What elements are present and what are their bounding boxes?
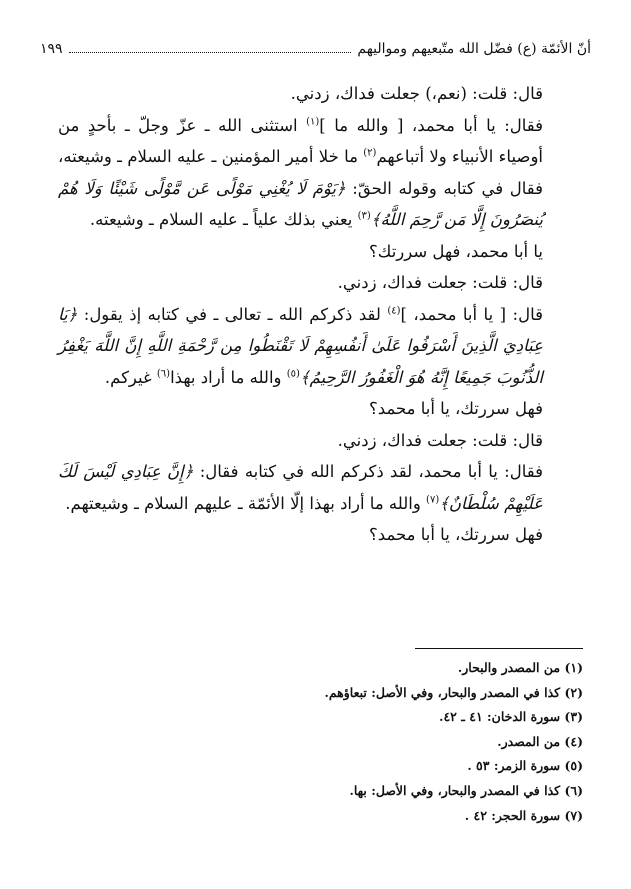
footnote: (٦) كذا في المصدر والبحار، وفي الأصل: بها.: [349, 782, 583, 798]
footnote-ref: (٧): [426, 494, 440, 505]
footnote-ref: (٦): [156, 368, 171, 379]
quran-quote: ﴿إِنَّ عِبَادِي لَيْسَ لَكَ عَلَيْهِمْ سُلْطَانٌ﴾: [58, 462, 543, 513]
footnote-ref: (٤): [387, 305, 401, 316]
paragraph: [58, 78, 583, 110]
paragraph: [58, 236, 583, 268]
paragraph-text: يا أبا محمد، فهل سررتك؟: [369, 241, 543, 261]
paragraph: [58, 425, 583, 457]
footnote: (٤) من المصدر.: [497, 733, 583, 749]
footnote-ref: (٢): [363, 147, 377, 159]
paragraph-text: قال: [ يا أبا محمد، ]: [400, 304, 543, 324]
footnote: (٢) كذا في المصدر والبحار، وفي الأصل: تبعاؤهم.: [324, 684, 583, 700]
paragraph-text: فهل سررتك، يا أبا محمد؟: [369, 399, 543, 418]
paragraph-text: قال: قلت: (نعم،) جعلت فداك، زدني.: [290, 84, 543, 103]
paragraph-text: قال: قلت: جعلت فداك، زدني.: [337, 273, 543, 292]
paragraph-text: يعني بذلك علياً ـ عليه السلام ـ وشيعته.: [89, 210, 358, 229]
paragraph-text: فقال: يا أبا محمد، لقد ذكركم الله في كتابه فقال:: [193, 462, 543, 481]
paragraph-text: فهل سررتك، يا أبا محمد؟: [369, 525, 543, 544]
quran-quote: ﴿يَوْمَ لَا يُغْنِي مَوْلًى عَن مَّوْلًى شَيْئًا وَلَا هُمْ يُنصَرُونَ إِلَّا مَن رَّحِمَ اللَّهُ﴾: [58, 178, 543, 229]
paragraph: [58, 393, 583, 425]
paragraph: [58, 299, 583, 394]
footnote: (٣) سورة الدخان: ٤١ ـ ٤٢.: [439, 709, 583, 725]
running-header: [40, 40, 591, 58]
paragraph-text: غيركم.: [104, 367, 157, 387]
paragraph-text: ما خلا أمير المؤمنين ـ عليه السلام ـ وشيعته، فقال في كتابه وقوله الحقّ:: [58, 147, 544, 198]
footnote: (٥) سورة الزمر: ٥٣ .: [467, 758, 583, 774]
paragraph: [58, 267, 583, 299]
header-dot-leader: [69, 52, 352, 53]
footnote: (٧) سورة الحجر: ٤٢ .: [464, 807, 583, 823]
footnote: (١) من المصدر والبحار.: [457, 660, 583, 675]
paragraph-text: والله ما أراد بهذا: [170, 367, 287, 387]
paragraph: [58, 456, 583, 519]
paragraph-text: قال: قلت: جعلت فداك، زدني.: [337, 430, 543, 450]
quran-quote: ﴿يَا عِبَادِيَ الَّذِينَ أَسْرَفُوا عَلَىٰ أَنفُسِهِمْ لَا تَقْنَطُوا مِن رَّحْمَةِ اللَّهِ إِنَّ اللَّهَ يَغْفِرُ الذُّنُوبَ جَمِيعًا إِنَّهُ هُوَ الْغَفُورُ الرَّحِيمُ﴾: [58, 304, 543, 387]
paragraph-text: لقد ذكركم الله ـ تعالى ـ في كتابه إذ يقول:: [77, 304, 388, 324]
paragraph-text: والله ما أراد بهذا إلّا الأئمّة ـ عليهم السلام ـ وشيعتهم.: [65, 493, 427, 513]
footnotes: [58, 656, 583, 828]
footnote-ref: (٥): [286, 368, 300, 379]
footnote-ref: (٣): [357, 210, 371, 222]
page-number: ١٩٩: [40, 41, 63, 57]
main-text: [58, 78, 583, 551]
paragraph: [58, 110, 583, 236]
paragraph-text: فقال: يا أبا محمد، [ والله ما ]: [319, 115, 543, 135]
paragraph-text: استثنى الله ـ عزّ وجلّ ـ بأحدٍ من أوصياء الأنبياء ولا أتباعهم: [58, 115, 543, 166]
footnote-divider: [415, 648, 583, 649]
paragraph: [58, 519, 583, 551]
footnote-ref: (١): [306, 116, 320, 127]
running-title: أنّ الأئمّة (ع) فضّل الله متّبعيهم ومواليهم: [357, 41, 591, 57]
